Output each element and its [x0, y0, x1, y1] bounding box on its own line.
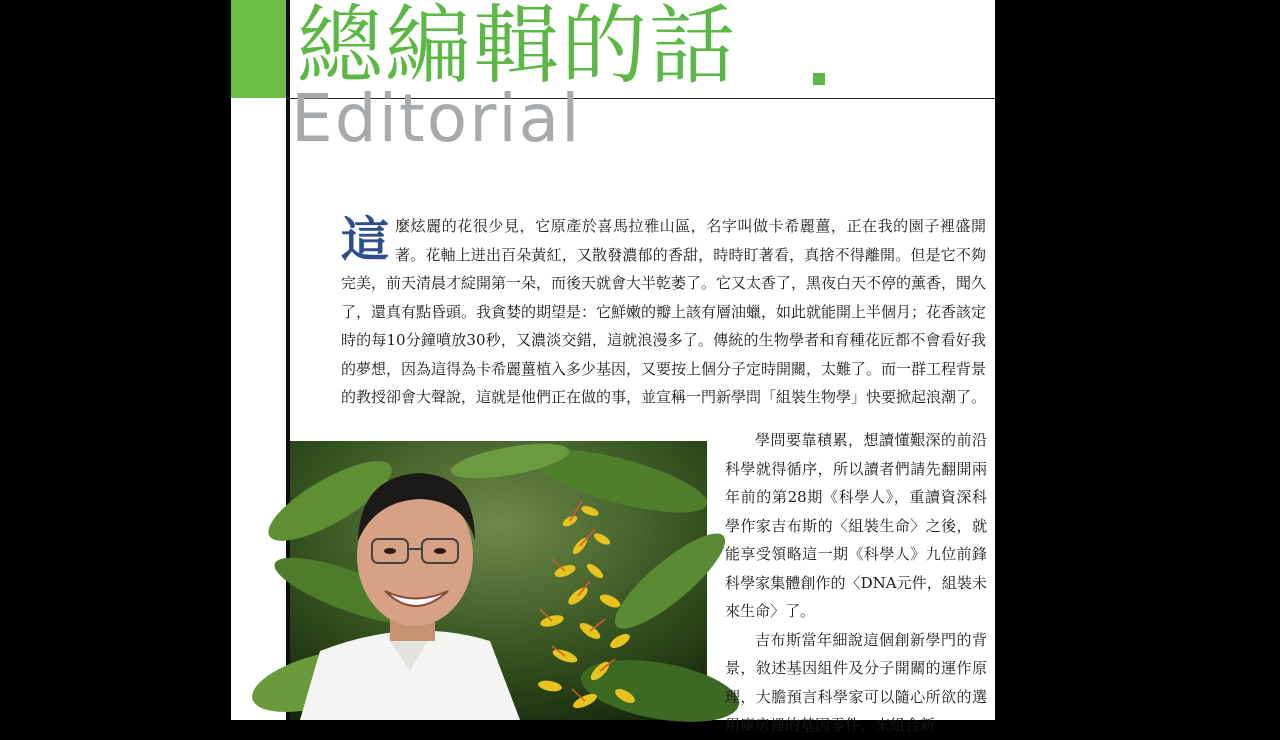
intro-paragraph	[341, 212, 986, 412]
page-subtitle: Editorial	[291, 80, 582, 157]
title-dot	[813, 73, 825, 85]
side-column	[725, 426, 987, 740]
paragraph-2: 學問要靠積累，想讀懂艱深的前沿科學就得循序，所以讀者們請先翻開兩年前的第28期《科學人》，重讀資深科學作家吉布斯的〈組裝生命〉之後，就能享受領略這一期《科學人》九位前鋒科學家集體創作的〈DNA元件，組裝未來生命〉了。	[725, 431, 987, 620]
editor-photo	[290, 441, 707, 720]
photo-illustration	[290, 441, 707, 720]
page-title: 總編輯的話	[297, 0, 737, 96]
magazine-page	[231, 0, 995, 734]
drop-cap: 這	[341, 212, 390, 268]
green-accent-block	[231, 0, 286, 98]
intro-text: 麼炫麗的花很少見，它原產於喜馬拉雅山區，名字叫做卡希麗薑，正在我的園子裡盛開著。花軸上迸出百朵黃紅，又散發濃郁的香甜，時時盯著看，真捨不得離開。但是它不夠完美，前天清晨才綻開第一朵，而後天就會大半乾萎了。它又太香了，黑夜白天不停的薰香，聞久了，還真有點昏頭。我貪婪的期望是：它鮮嫩的瓣上該有層油蠟，如此就能開上半個月；花香該定時的每10分鐘噴放30秒，又濃淡交錯，這就浪漫多了。傳統的生物學者和育種花匠都不會看好我的夢想，因為這得為卡希麗薑植入多少基因，又要按上個分子定時開關，太難了。而一群工程背景的教授卻會大聲說，這就是他們正在做的事，並宣稱一門新學問「組裝生物學」快要掀起浪潮了。	[341, 217, 987, 406]
paragraph-3: 吉布斯當年細說這個創新學門的背景，敘述基因組件及分子開關的運作原理，大膽預言科學家可以隨心所欲的選用庫房裡的基因零件，來組合新	[725, 630, 987, 734]
